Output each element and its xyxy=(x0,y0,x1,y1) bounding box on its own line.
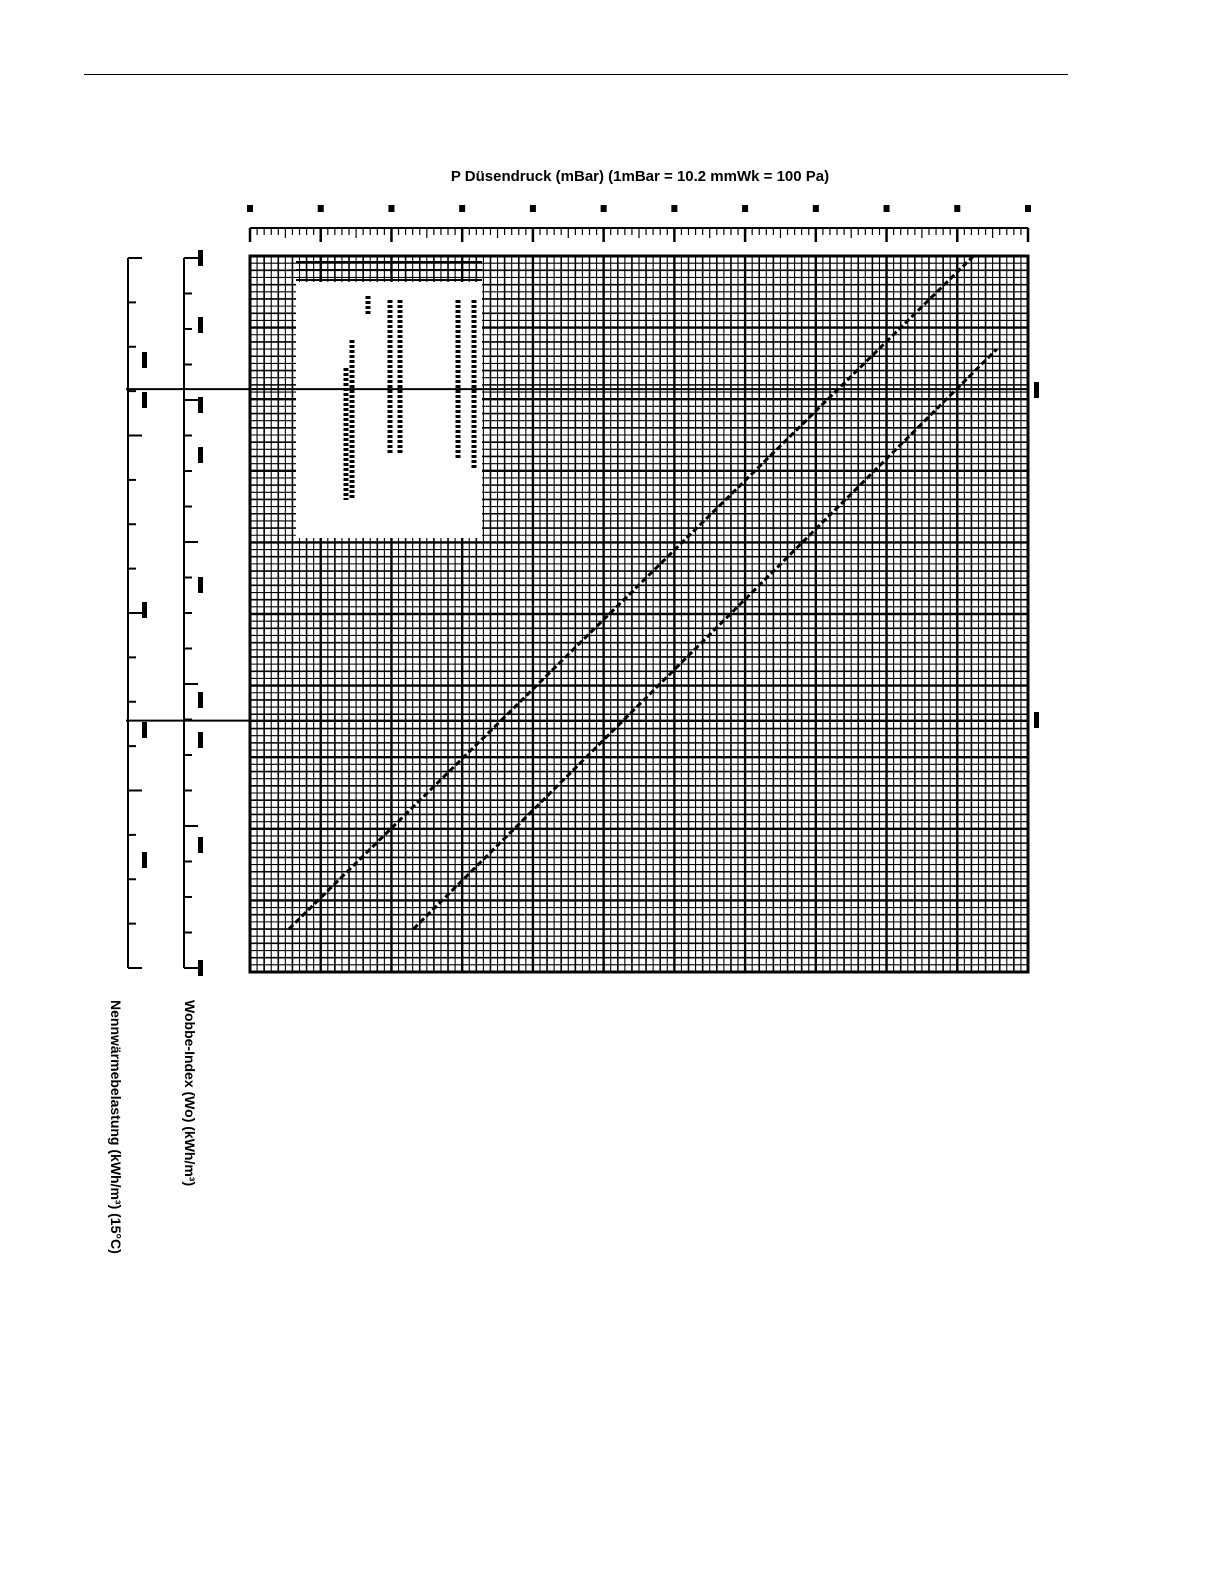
top-axis-tick-label xyxy=(459,205,465,212)
scale-tick-label xyxy=(198,837,203,853)
scale-tick-label xyxy=(198,397,203,413)
top-axis-tick-label xyxy=(318,205,324,212)
top-axis-tick-label xyxy=(530,205,536,212)
scale-tick-label xyxy=(198,317,203,333)
top-axis-tick-label xyxy=(247,205,253,212)
top-axis-tick-label xyxy=(1025,205,1031,212)
scale-tick-label xyxy=(142,602,147,618)
top-axis-tick-label xyxy=(813,205,819,212)
y-axis-title-heat-load: Nennwärmebelastung (kWh/m³) (15°C) xyxy=(108,1000,124,1254)
scale-tick-label xyxy=(198,447,203,463)
series-line-2 xyxy=(413,349,997,929)
right-marker xyxy=(1034,382,1039,398)
top-axis-tick-label xyxy=(388,205,394,212)
top-axis-tick-label xyxy=(884,205,890,212)
scale-tick-label xyxy=(142,852,147,868)
y-axis-title-wobbe-index: Wobbe-Index (Wo) (kWh/m³) xyxy=(182,1000,198,1187)
top-axis-tick-label xyxy=(742,205,748,212)
top-axis-tick-label xyxy=(954,205,960,212)
scale-tick-label xyxy=(142,352,147,368)
scale-tick-label xyxy=(198,577,203,593)
scale-tick-label xyxy=(198,692,203,708)
scale-tick-label xyxy=(198,960,203,976)
scale-tick-label xyxy=(142,722,147,738)
scale-tick-label xyxy=(198,732,203,748)
right-marker xyxy=(1034,712,1039,728)
top-axis-tick-label xyxy=(671,205,677,212)
legend-box xyxy=(296,262,482,538)
scale-tick-label xyxy=(142,392,147,408)
x-axis-title: P Düsendruck (mBar) (1mBar = 10.2 mmWk = 100 Pa) xyxy=(450,168,830,185)
scale-tick-label xyxy=(198,250,203,266)
top-axis-tick-label xyxy=(601,205,607,212)
